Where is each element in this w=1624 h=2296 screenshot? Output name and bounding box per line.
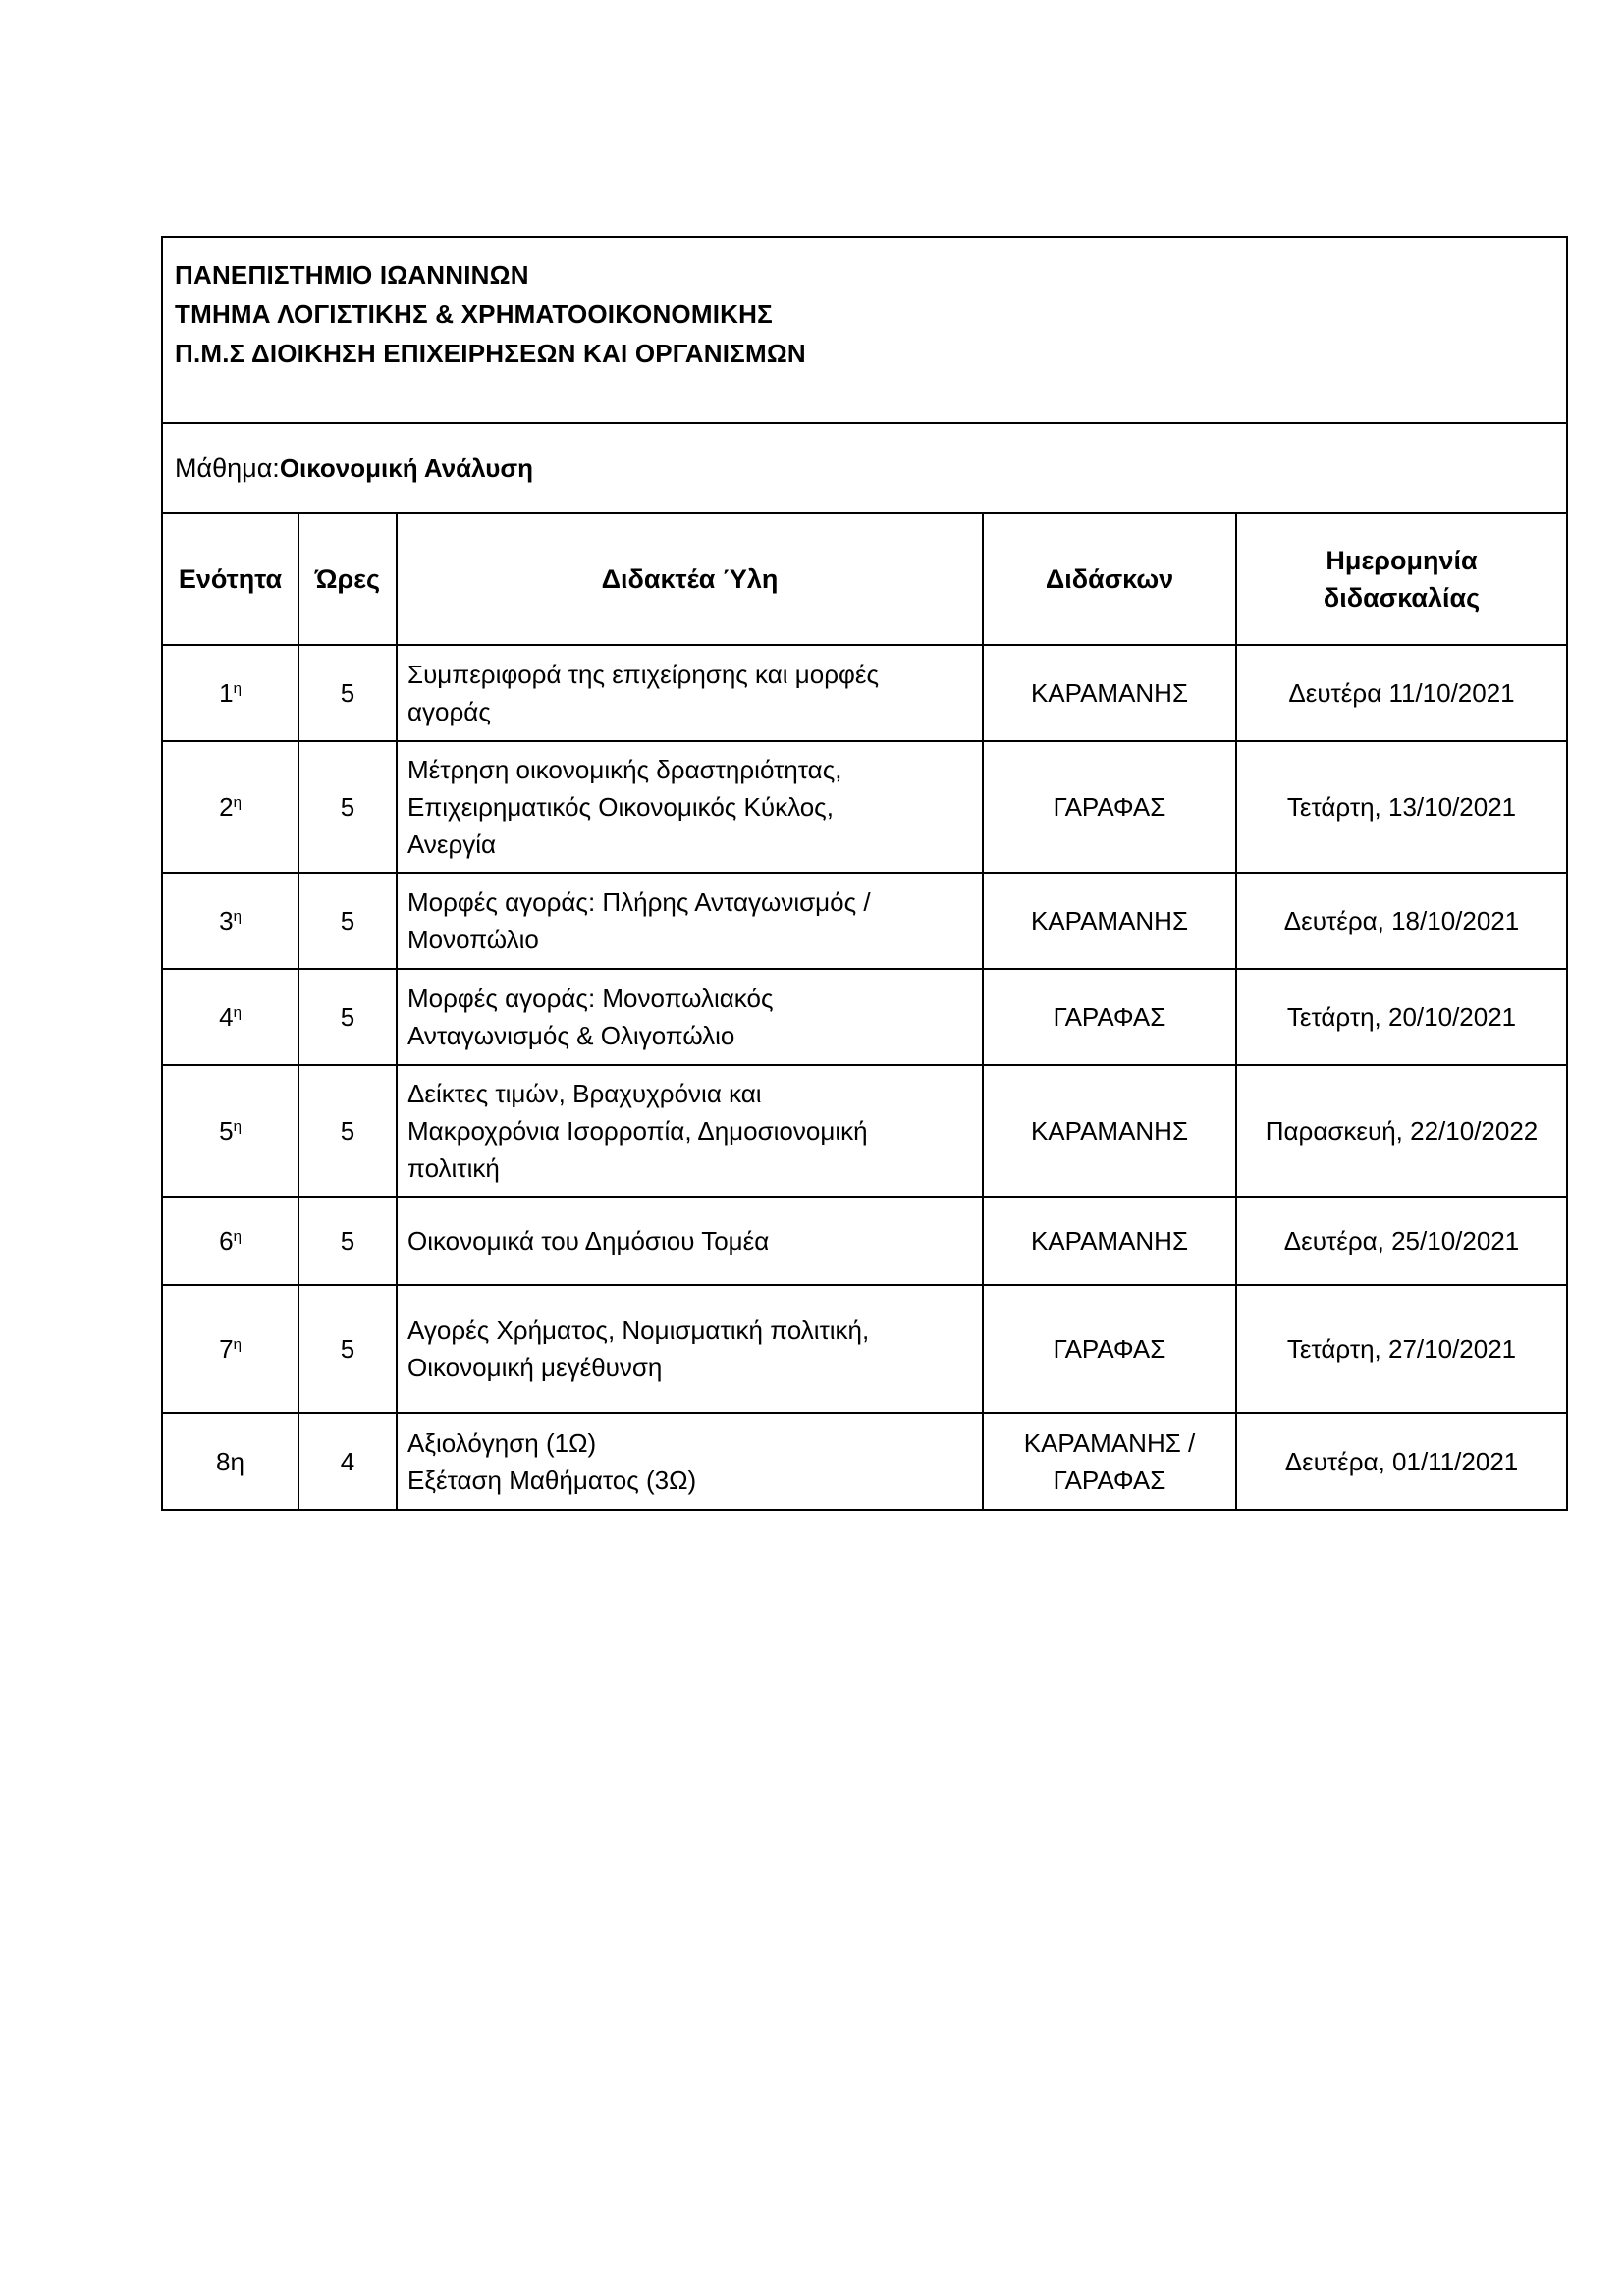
- unit-number: 2: [219, 792, 234, 822]
- material-cell: [397, 1197, 983, 1285]
- material-line: Οικονομικά του Δημόσιου Τομέα: [407, 1226, 770, 1255]
- course-row: [163, 424, 1566, 514]
- material-line: Αξιολόγηση (1Ω): [407, 1427, 597, 1458]
- material-cell: [397, 1413, 983, 1509]
- material-line: Οικονομική μεγέθυνση: [407, 1353, 663, 1382]
- material-line: Επιχειρηματικός Οικονομικός Κύκλος,: [407, 792, 834, 822]
- date-cell: Τετάρτη, 20/10/2021: [1236, 969, 1566, 1065]
- table-row: [163, 1065, 1566, 1197]
- header-date-line2: διδασκαλίας: [1323, 583, 1481, 613]
- instructor-line: ΚΑΡΑΜΑΝΗΣ: [1030, 906, 1189, 935]
- unit-ordinal: η: [233, 1336, 242, 1353]
- hours-cell: 5: [298, 873, 397, 969]
- material-line: Μακροχρόνια Ισορροπία, Δημοσιονομική: [407, 1116, 868, 1146]
- unit-cell: [163, 969, 298, 1065]
- date-cell: Τετάρτη, 13/10/2021: [1236, 741, 1566, 873]
- instructor-cell: [983, 969, 1236, 1065]
- table-row: [163, 741, 1566, 873]
- hours-cell: 5: [298, 1197, 397, 1285]
- hours-cell: 5: [298, 645, 397, 741]
- table-row: [163, 873, 1566, 969]
- unit-ordinal: η: [233, 794, 242, 811]
- date-cell: Δευτέρα, 25/10/2021: [1236, 1197, 1566, 1285]
- date-cell: Δευτέρα, 18/10/2021: [1236, 873, 1566, 969]
- table-header-row: [163, 514, 1566, 645]
- unit-cell: [163, 1065, 298, 1197]
- material-line: Δείκτες τιμών, Βραχυχρόνια και: [407, 1079, 762, 1108]
- instructor-line: ΓΑΡΑΦΑΣ: [1053, 792, 1166, 822]
- schedule-table: [163, 514, 1566, 1509]
- unit-ordinal: η: [233, 908, 242, 925]
- instructor-line: ΚΑΡΑΜΑΝΗΣ /: [1023, 1427, 1196, 1458]
- unit-number: 1: [219, 678, 234, 708]
- program-name: Π.Μ.Σ ΔΙΟΙΚΗΣΗ ΕΠΙΧΕΙΡΗΣΕΩΝ ΚΑΙ ΟΡΓΑΝΙΣΜΩΝ: [175, 339, 806, 368]
- unit-ordinal: η: [233, 680, 242, 697]
- header-material: Διδακτέα Ύλη: [397, 514, 983, 645]
- unit-cell: [163, 1285, 298, 1413]
- material-line: πολιτική: [407, 1153, 500, 1183]
- date-cell: Τετάρτη, 27/10/2021: [1236, 1285, 1566, 1413]
- instructor-line: ΓΑΡΑΦΑΣ: [1053, 1465, 1166, 1495]
- header-instructor: Διδάσκων: [983, 514, 1236, 645]
- hours-cell: 5: [298, 1285, 397, 1413]
- material-line: Εξέταση Μαθήματος (3Ω): [407, 1465, 697, 1495]
- header-date-line1: Ημερομηνία: [1326, 546, 1478, 575]
- instructor-line: ΓΑΡΑΦΑΣ: [1053, 1002, 1166, 1032]
- instructor-line: ΓΑΡΑΦΑΣ: [1053, 1334, 1166, 1363]
- material-cell: [397, 1065, 983, 1197]
- header-hours: Ώρες: [298, 514, 397, 645]
- material-line: Μέτρηση οικονομικής δραστηριότητας,: [407, 755, 842, 784]
- instructor-cell: [983, 1065, 1236, 1197]
- unit-number: 3: [219, 906, 234, 935]
- material-line: αγοράς: [407, 697, 491, 726]
- instructor-cell: [983, 873, 1236, 969]
- instructor-line: ΚΑΡΑΜΑΝΗΣ: [1030, 1116, 1189, 1146]
- course-name: Οικονομική Ανάλυση: [279, 453, 534, 483]
- material-line: Ανταγωνισμός & Ολιγοπώλιο: [407, 1021, 735, 1050]
- instructor-line: ΚΑΡΑΜΑΝΗΣ: [1030, 678, 1189, 708]
- header-date: [1236, 514, 1566, 645]
- unit-number: 6: [219, 1226, 234, 1255]
- instructor-cell: [983, 1285, 1236, 1413]
- unit-number: 7: [219, 1334, 234, 1363]
- material-line: Συμπεριφορά της επιχείρησης και μορφές: [407, 660, 879, 689]
- unit-ordinal: η: [233, 1004, 242, 1021]
- hours-cell: 5: [298, 969, 397, 1065]
- institution-header: [163, 238, 1566, 424]
- hours-cell: 5: [298, 741, 397, 873]
- material-line: Μορφές αγοράς: Πλήρης Ανταγωνισμός /: [407, 887, 871, 917]
- university-name: ΠΑΝΕΠΙΣΤΗΜΙΟ ΙΩΑΝΝΙΝΩΝ: [175, 260, 529, 290]
- instructor-cell: [983, 741, 1236, 873]
- unit-cell: [163, 741, 298, 873]
- material-cell: [397, 741, 983, 873]
- date-cell: Δευτέρα, 01/11/2021: [1236, 1413, 1566, 1509]
- table-row: [163, 1197, 1566, 1285]
- course-label: Μάθημα:: [175, 453, 280, 483]
- unit-number: 8η: [216, 1446, 244, 1476]
- instructor-cell: [983, 1413, 1236, 1509]
- schedule-document: [161, 236, 1568, 1511]
- unit-cell: [163, 645, 298, 741]
- material-line: Ανεργία: [407, 829, 497, 859]
- table-row: [163, 645, 1566, 741]
- material-cell: [397, 645, 983, 741]
- table-row: [163, 1413, 1566, 1509]
- unit-ordinal: η: [233, 1118, 242, 1135]
- instructor-cell: [983, 645, 1236, 741]
- material-line: Μονοπώλιο: [407, 925, 539, 954]
- instructor-line: ΚΑΡΑΜΑΝΗΣ: [1030, 1226, 1189, 1255]
- material-cell: [397, 1285, 983, 1413]
- instructor-cell: [983, 1197, 1236, 1285]
- hours-cell: 4: [298, 1413, 397, 1509]
- unit-number: 5: [219, 1116, 234, 1146]
- unit-cell: [163, 1413, 298, 1509]
- material-cell: [397, 873, 983, 969]
- material-line: Αγορές Χρήματος, Νομισματική πολιτική,: [407, 1315, 870, 1345]
- material-line: Μορφές αγοράς: Μονοπωλιακός: [407, 984, 774, 1013]
- unit-number: 4: [219, 1002, 234, 1032]
- table-row: [163, 969, 1566, 1065]
- material-cell: [397, 969, 983, 1065]
- department-name: ΤΜΗΜΑ ΛΟΓΙΣΤΙΚΗΣ & ΧΡΗΜΑΤΟΟΙΚΟΝΟΜΙΚΗΣ: [175, 299, 773, 329]
- hours-cell: 5: [298, 1065, 397, 1197]
- header-unit: Ενότητα: [163, 514, 298, 645]
- unit-cell: [163, 873, 298, 969]
- unit-ordinal: η: [233, 1228, 242, 1245]
- table-row: [163, 1285, 1566, 1413]
- date-cell: Δευτέρα 11/10/2021: [1236, 645, 1566, 741]
- unit-cell: [163, 1197, 298, 1285]
- date-cell: Παρασκευή, 22/10/2022: [1236, 1065, 1566, 1197]
